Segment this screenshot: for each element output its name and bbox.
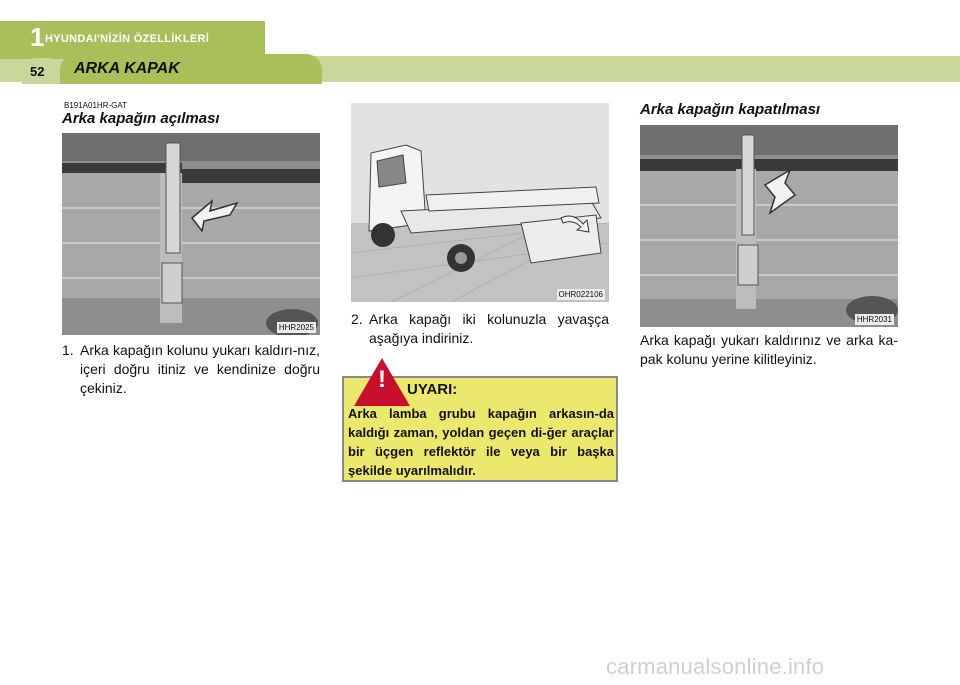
watermark: carmanualsonline.info (606, 654, 825, 679)
section-code: B191A01HR-GAT (64, 101, 127, 110)
image-label-hhr2025: HHR2025 (278, 323, 314, 332)
page-number: 52 (30, 64, 45, 79)
tailgate-lever-up-image (62, 133, 320, 335)
chapter-number: 1 (30, 22, 45, 52)
warning-symbol: ! (378, 366, 386, 393)
warning-title: UYARI: (407, 381, 458, 398)
tailgate-open-illustration (62, 133, 320, 335)
step-1-text: Arka kapağın kolunu yukarı kaldırı-nız, içeri doğru itiniz ve kendinize doğru çekiniz. (80, 342, 320, 396)
warning-text: Arka lamba grubu kapağın arkasın-da kaldığı zaman, yoldan geçen di-ğer araçlar bir üçgen reflektör ile veya bir başka şekilde uyarılmalıdır. (348, 406, 614, 478)
image-label-hhr2031: HHR2031 (856, 315, 892, 324)
chapter-title: HYUNDAI'NİZİN ÖZELLİKLERİ (45, 33, 210, 45)
truck-illustration (351, 103, 609, 302)
section-title: ARKA KAPAK (74, 60, 180, 77)
step-1-number: 1. (62, 342, 74, 358)
tailgate-close-illustration (640, 125, 898, 327)
tailgate-lever-lock-image (640, 125, 898, 327)
closing-text: Arka kapağı yukarı kaldırınız ve arka ka-pak kolunu yerine kilitleyiniz. (640, 332, 898, 367)
step-2-text: Arka kapağı iki kolunuzla yavaşça aşağıya indiriniz. (369, 311, 609, 346)
step-2-number: 2. (351, 311, 363, 327)
image-label-ohr022106: OHR022106 (558, 290, 603, 299)
heading-closing: Arka kapağın kapatılması (640, 101, 821, 118)
truck-tailgate-down-image (351, 103, 609, 302)
heading-opening: Arka kapağın açılması (62, 110, 220, 127)
step-1 (62, 341, 320, 398)
step-2 (351, 310, 609, 348)
